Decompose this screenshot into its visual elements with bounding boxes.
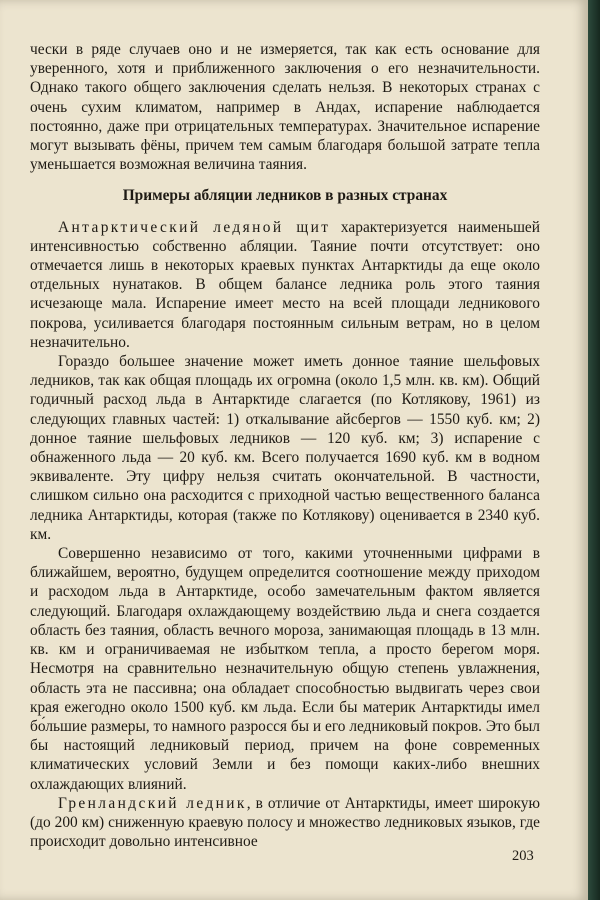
paragraph-greenland: [30, 794, 540, 852]
paragraph-shelf-melting: Гораздо большее значение может иметь донное таяние шельфовых ледников, так как общая площадь их огромна (около 1,5 млн. кв. км). Общий годичный расход льда в Антарктиде слагается (по Котлякову, 1961) из следующих главных частей: 1) откалывание айсбергов — 1550 куб. км; 2) донное таяние шельфовых ледников — 120 куб. км; 3) испарение с обнаженного льда — 20 куб. км. Всего получается 1690 куб. км в водном эквиваленте. Эту цифру нельзя считать окончательной. В частности, слишком сильно она расходится с приходной частью вещественного баланса ледника Антарктиды, которая (также по Котлякову) оценивается в 2340 куб. км.: [30, 353, 540, 543]
book-cover-edge: [588, 0, 600, 900]
page-number: 203: [512, 848, 534, 864]
paragraph-frost-area: Совершенно независимо от того, какими уточненными цифрами в ближайшем, вероятно, будущем определится соотношение между приходом и расходом льда в Антарктиде, особо замечательным фактом является следующий. Благодаря охлаждающему воздействию льда и снега создается область без таяния, область вечного мороза, занимающая площадь в 13 млн. кв. км и ограничиваемая не избытком тепла, а просто берегом моря. Несмотря на сравнительно незначительную общую степень увлажнения, область эта не пассивна; она обладает способностью выдвигать через свои края ежегодно около 1500 куб. км льда. Если бы материк Антарктиды имел бо́льшие размеры, то намного разросся бы и его ледниковый покров. Это был бы настоящий ледниковый период, причем на фоне современных климатических условий Земли и без помощи каких-либо внешних охлаждающих влияний.: [30, 545, 540, 793]
paragraph-antarctic-shield: [30, 218, 540, 352]
spaced-term-antarctic: Антарктический ледяной щит: [58, 218, 331, 236]
body-text: [30, 40, 540, 851]
paragraph-evaporation: чески в ряде случаев оно и не измеряется, так как есть основание для уверенного, хотя и приближенного заключения о его незначительности. Однако такого общего заключения сделать нельзя. В некоторых странах с очень сухим климатом, например в Андах, испарение наблюдается постоянно, даже при отрицательных температурах. Значительное испарение могут вызывать фёны, причем тем самым благодаря большой затрате тепла уменьшается возможная величина таяния.: [30, 41, 540, 174]
section-heading: Примеры абляции ледников в разных странах: [122, 187, 448, 205]
paragraph-greenland-rest: , в отличие от Антарктиды, имеет широкую (до 200 км) сниженную краевую полосу и множество ледниковых языков, где происходит довольно интенсивное: [30, 794, 540, 851]
spaced-term-greenland: Гренландский ледник: [58, 794, 247, 812]
paragraph-antarctic-rest: характеризуется наименьшей интенсивностью собственно абляции. Таяние почти отсутствует: оно отмечается лишь в некоторых краевых пунктах Антарктиды да еще около отдельных нунатаков. В общем балансе ледника роль этого таяния исчезающе мала. Испарение имеет место на всей площади ледникового покрова, усиливается благодаря постоянным сильным ветрам, но в целом незначительно.: [30, 218, 541, 351]
